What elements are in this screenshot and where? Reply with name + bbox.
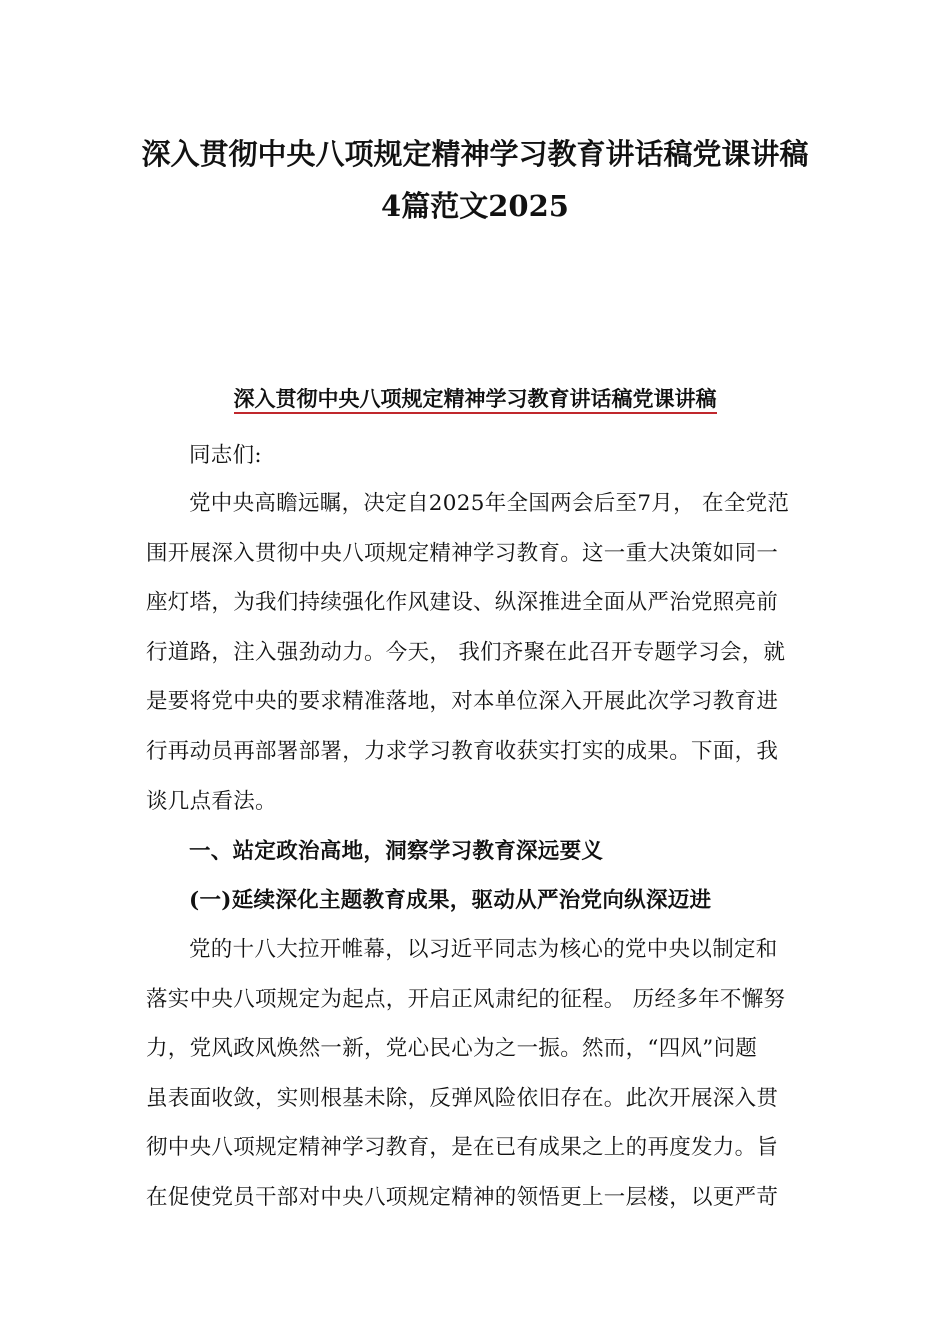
paragraph-line: 是要将党中央的要求精准落地，对本单位深入开展此次学习教育进 — [146, 689, 779, 715]
section-heading — [120, 379, 830, 419]
paragraph-line: 力，党风政风焕然一新，党心民心为之一振。然而，“四风”问题 — [146, 1036, 758, 1062]
paragraph-line: 围开展深入贯彻中央八项规定精神学习教育。这一重大决策如同一 — [146, 540, 779, 566]
heading-2-text: (一)延续深化主题教育成果，驱动从严治党向纵深迈进 — [189, 888, 712, 913]
paragraph-line: 虽表面收敛，实则根基未除，反弹风险依旧存在。此次开展深入贯 — [146, 1085, 779, 1111]
paragraph-line: 落实中央八项规定为起点，开启正风肃纪的征程。 历经多年不懈努 — [146, 986, 786, 1012]
paragraph-line: 在促使党员干部对中央八项规定精神的领悟更上一层楼，以更严苛 — [146, 1184, 779, 1210]
paragraph-2 — [146, 925, 806, 1223]
paragraph-line: 座灯塔，为我们持续强化作风建设、纵深推进全面从严治党照亮前 — [146, 590, 779, 616]
paragraph-line: 谈几点看法。 — [146, 788, 277, 814]
heading-level-1 — [146, 827, 806, 877]
paragraph-line: 彻中央八项规定精神学习教育，是在已有成果之上的再度发力。旨 — [146, 1135, 779, 1161]
heading-1-text: 一、站定政治高地，洞察学习教育深远要义 — [189, 839, 604, 864]
document-title — [120, 128, 830, 232]
title-line-1: 深入贯彻中央八项规定精神学习教育讲话稿党课讲稿 — [141, 137, 809, 171]
salutation-text: 同志们: — [189, 443, 262, 468]
paragraph-line: 党的十八大拉开帷幕，以习近平同志为核心的党中央以制定和 — [189, 937, 778, 962]
paragraph-line: 行再动员再部署部署，力求学习教育收获实打实的成果。下面，我 — [146, 738, 779, 764]
salutation — [146, 431, 806, 481]
paragraph-line: 行道路，注入强劲动力。今天， 我们齐聚在此召开专题学习会，就 — [146, 639, 786, 665]
section-heading-text: 深入贯彻中央八项规定精神学习教育讲话稿党课讲稿 — [234, 386, 717, 414]
paragraph-line: 党中央高瞻远瞩，决定自2025年全国两会后至7月， 在全党范 — [189, 491, 790, 516]
paragraph-1 — [146, 479, 806, 826]
title-line-2: 4篇范文2025 — [381, 189, 569, 223]
heading-level-2 — [146, 876, 806, 926]
